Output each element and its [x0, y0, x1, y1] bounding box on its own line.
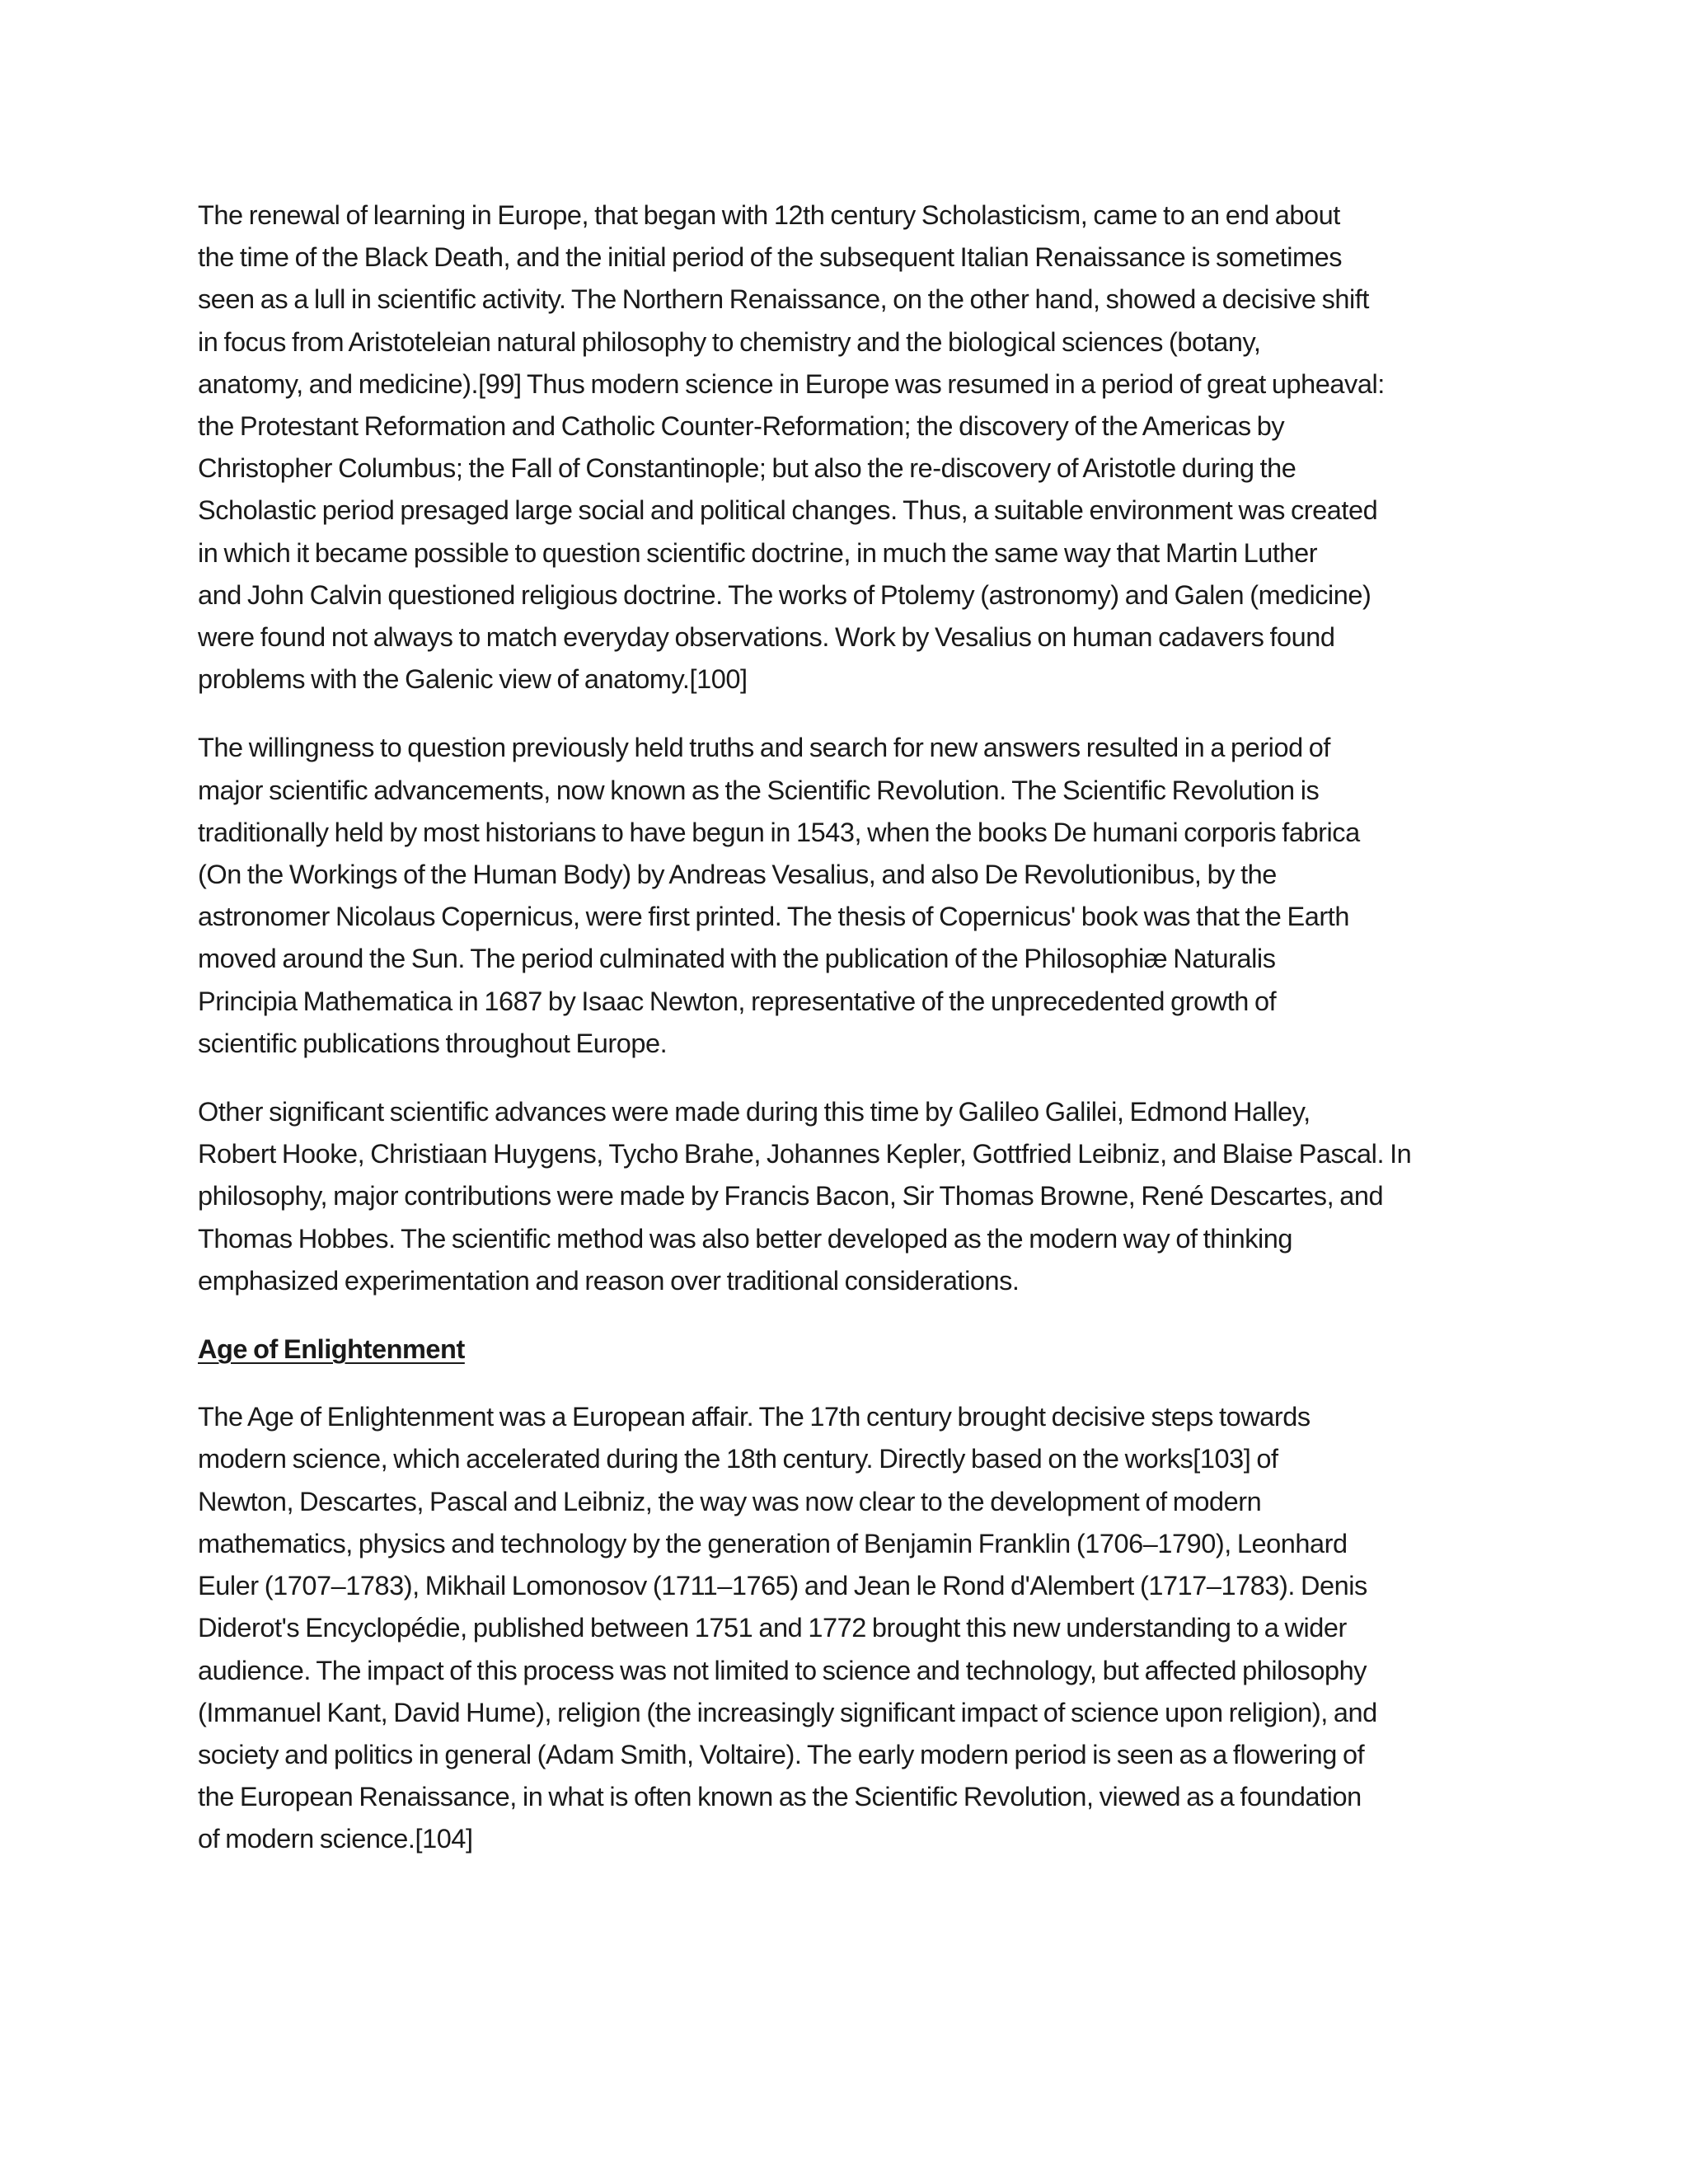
text-line: audience. The impact of this process was not limited to science and technology, but affected philosophy [198, 1655, 1367, 1685]
paragraph-renewal-of-learning [198, 194, 1500, 701]
text-line: mathematics, physics and technology by the generation of Benjamin Franklin (1706–1790), Leonhard [198, 1528, 1348, 1558]
text-line: Scholastic period presaged large social and political changes. Thus, a suitable environment was created [198, 495, 1378, 526]
text-line: in focus from Aristoteleian natural philosophy to chemistry and the biological sciences (botany, [198, 326, 1261, 357]
text-line: problems with the Galenic view of anatomy.[100] [198, 664, 748, 695]
paragraph-other-advances [198, 1091, 1500, 1302]
text-line: of modern science.[104] [198, 1824, 473, 1854]
text-line: seen as a lull in scientific activity. The Northern Renaissance, on the other hand, showed a decisive shift [198, 284, 1369, 315]
text-line: Robert Hooke, Christiaan Huygens, Tycho Brahe, Johannes Kepler, Gottfried Leibniz, and Blaise Pascal. In [198, 1139, 1412, 1169]
text-line: major scientific advancements, now known as the Scientific Revolution. The Scientific Revolution is [198, 775, 1320, 805]
text-line: Diderot's Encyclopédie, published between 1751 and 1772 brought this new understanding to a wider [198, 1613, 1347, 1643]
text-line: emphasized experimentation and reason over traditional considerations. [198, 1265, 1020, 1296]
paragraph-age-of-enlightenment [198, 1396, 1500, 1860]
paragraph-scientific-revolution [198, 727, 1500, 1065]
text-line: Euler (1707–1783), Mikhail Lomonosov (1711–1765) and Jean le Rond d'Alembert (1717–1783). Denis [198, 1571, 1367, 1601]
text-line: (Immanuel Kant, David Hume), religion (the increasingly significant impact of science upon religion), and [198, 1697, 1377, 1727]
text-line: philosophy, major contributions were made by Francis Bacon, Sir Thomas Browne, René Descartes, and [198, 1181, 1384, 1212]
text-line: in which it became possible to question scientific doctrine, in much the same way that Martin Luther [198, 537, 1318, 568]
text-line: The Age of Enlightenment was a European affair. The 17th century brought decisive steps towards [198, 1402, 1311, 1432]
text-line: (On the Workings of the Human Body) by Andreas Vesalius, and also De Revolutionibus, by the [198, 860, 1277, 890]
text-line: scientific publications throughout Europe. [198, 1028, 668, 1058]
text-line: were found not always to match everyday observations. Work by Vesalius on human cadavers found [198, 622, 1335, 653]
text-line: anatomy, and medicine).[99] Thus modern science in Europe was resumed in a period of great upheaval: [198, 368, 1385, 399]
text-line: the Protestant Reformation and Catholic Counter-Reformation; the discovery of the Americas by [198, 411, 1285, 442]
document-page [198, 194, 1500, 1887]
text-line: Principia Mathematica in 1687 by Isaac Newton, representative of the unprecedented growth of [198, 986, 1277, 1016]
text-line: and John Calvin questioned religious doctrine. The works of Ptolemy (astronomy) and Galen (medicine) [198, 579, 1372, 610]
text-line: traditionally held by most historians to have begun in 1543, when the books De humani corporis fabrica [198, 817, 1360, 847]
text-line: The renewal of learning in Europe, that began with 12th century Scholasticism, came to an end about [198, 200, 1340, 230]
text-line: Newton, Descartes, Pascal and Leibniz, the way was now clear to the development of modern [198, 1486, 1262, 1516]
text-line: The willingness to question previously held truths and search for new answers resulted in a period of [198, 733, 1330, 763]
text-line: the time of the Black Death, and the initial period of the subsequent Italian Renaissance is sometimes [198, 242, 1343, 273]
text-line: the European Renaissance, in what is often known as the Scientific Revolution, viewed as a foundation [198, 1782, 1362, 1812]
text-line: Christopher Columbus; the Fall of Constantinople; but also the re-discovery of Aristotle during the [198, 453, 1296, 484]
text-line: moved around the Sun. The period culminated with the publication of the Philosophiæ Naturalis [198, 944, 1276, 974]
text-line: astronomer Nicolaus Copernicus, were first printed. The thesis of Copernicus' book was that the Earth [198, 902, 1349, 932]
text-line: Thomas Hobbes. The scientific method was also better developed as the modern way of thinking [198, 1223, 1293, 1254]
text-line: modern science, which accelerated during the 18th century. Directly based on the works[103] of [198, 1444, 1278, 1474]
section-heading [198, 1329, 1500, 1371]
text-line: society and politics in general (Adam Smith, Voltaire). The early modern period is seen as a flowering of [198, 1739, 1365, 1769]
text-line: Other significant scientific advances were made during this time by Galileo Galilei, Edmond Halley, [198, 1097, 1311, 1127]
section-heading-text: Age of Enlightenment [198, 1334, 465, 1365]
